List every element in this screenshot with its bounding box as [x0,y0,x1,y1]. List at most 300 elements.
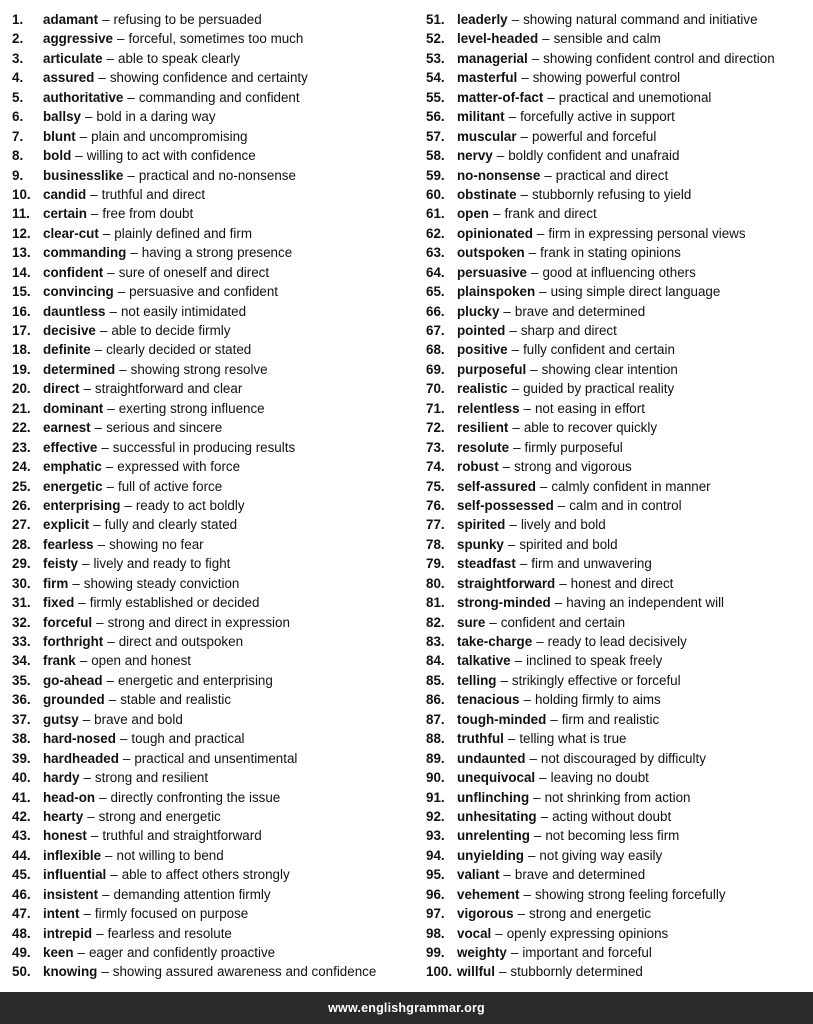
item-word: gutsy [43,711,79,727]
item-number: 19. [12,361,31,377]
item-number: 76. [426,497,445,513]
list-item [426,243,812,262]
list-item [426,768,812,787]
list-item [12,166,412,185]
item-definition: lively and bold [520,517,606,533]
item-number: 30. [12,575,31,591]
item-separator: – [489,614,497,630]
list-item [426,340,812,359]
list-item [12,438,412,457]
item-word: emphatic [43,459,102,475]
item-definition: firmly focused on purpose [94,906,249,922]
item-definition: honest and direct [570,575,674,591]
list-item [426,690,812,709]
item-word: straightforward [457,575,556,591]
item-word: relentless [457,400,520,416]
list-item [12,340,412,359]
list-item [12,632,412,651]
item-number: 79. [426,556,445,572]
item-separator: – [72,575,80,591]
item-number: 43. [12,828,31,844]
list-item [12,282,412,301]
item-word: intrepid [43,925,93,941]
list-item [12,729,412,748]
list-item [426,107,812,126]
item-number: 17. [12,323,31,338]
list-item [426,127,812,146]
item-separator: – [99,789,107,805]
item-separator: – [79,128,88,144]
item-definition: frank and direct [504,206,597,222]
item-word: clear-cut [43,225,99,241]
item-definition: sensible and calm [553,31,661,47]
item-separator: – [102,886,110,902]
item-number: 50. [12,964,31,980]
list-item [12,962,412,981]
item-separator: – [508,109,517,125]
list-item [12,49,412,68]
item-number: 71. [426,400,445,416]
item-word: telling [457,672,497,688]
item-separator: – [531,50,540,66]
item-definition: energetic and enterprising [117,672,273,688]
item-definition: showing clear intention [541,361,678,377]
item-number: 64. [426,264,445,280]
list-item [12,846,412,865]
item-definition: not giving way easily [539,847,663,863]
item-separator: – [83,770,91,786]
footer-url[interactable]: www.englishgrammar.org [328,1001,485,1015]
item-number: 24. [12,459,31,475]
item-separator: – [521,70,529,86]
item-definition: acting without doubt [552,808,672,824]
item-word: commanding [43,245,127,261]
item-number: 83. [426,634,445,649]
list-item [12,68,412,87]
item-separator: – [550,711,558,727]
item-definition: not easing in effort [534,400,645,416]
list-item [12,224,412,243]
item-definition: free from doubt [102,206,194,222]
item-word: resolute [457,439,510,455]
item-definition: straightforward and clear [94,381,243,397]
item-word: keen [43,945,74,960]
item-word: persuasive [457,264,527,280]
item-number: 10. [12,186,31,202]
item-definition: practical and unsentimental [134,750,298,766]
list-item [12,574,412,593]
list-item [426,904,812,923]
list-item [426,146,812,165]
item-word: resilient [457,420,509,436]
item-definition: confident and certain [500,614,626,630]
item-word: weighty [457,945,507,960]
item-word: forceful [43,614,93,630]
item-word: pointed [457,323,506,338]
item-definition: holding firmly to aims [534,692,661,708]
item-separator: – [122,750,131,766]
item-word: valiant [457,867,500,883]
item-definition: strong and resilient [94,770,209,786]
item-number: 12. [12,225,31,241]
item-separator: – [90,206,99,222]
item-definition: refusing to be persuaded [113,12,262,27]
item-number: 63. [426,245,445,261]
item-definition: able to speak clearly [118,50,241,66]
list-item [426,554,812,573]
item-number: 59. [426,167,445,183]
item-separator: – [507,731,516,747]
list-item [426,263,812,282]
list-item [12,379,412,398]
item-definition: fully confident and certain [523,342,675,358]
item-definition: having an independent will [566,595,725,611]
item-number: 51. [426,12,445,27]
item-definition: strong and energetic [529,906,652,922]
item-word: aggressive [43,31,113,47]
item-separator: – [523,886,531,902]
item-word: hearty [43,808,84,824]
item-separator: – [520,128,528,144]
item-number: 26. [12,497,31,513]
item-number: 45. [12,867,31,883]
item-separator: – [109,303,117,319]
item-definition: direct and outspoken [118,634,244,649]
item-number: 32. [12,614,31,630]
item-separator: – [503,303,511,319]
list-item [12,593,412,612]
item-word: adamant [43,12,99,27]
item-definition: fully and clearly stated [104,517,238,533]
item-word: confident [43,264,104,280]
item-word: articulate [43,50,103,66]
item-definition: fearless and resolute [107,925,232,941]
item-separator: – [117,284,126,300]
item-word: spunky [457,536,504,552]
item-number: 75. [426,478,445,494]
list-item [426,185,812,204]
item-word: go-ahead [43,672,103,688]
item-number: 13. [12,245,31,261]
item-word: willful [457,964,495,980]
item-definition: frank in stating opinions [540,245,681,261]
item-word: no-nonsense [457,167,541,183]
item-number: 47. [12,906,31,922]
item-word: candid [43,186,87,202]
footer-bar [0,992,813,1024]
item-number: 4. [12,70,24,86]
item-definition: showing natural command and initiative [523,12,758,27]
item-word: unequivocal [457,770,536,786]
item-definition: serious and sincere [106,420,223,436]
list-item [426,166,812,185]
item-definition: sure of oneself and direct [118,264,270,280]
list-item [12,943,412,962]
item-definition: strong and vigorous [514,459,632,475]
list-item [426,399,812,418]
item-definition: ready to act boldly [135,497,245,513]
item-separator: – [503,867,511,883]
item-number: 35. [12,672,31,688]
item-word: unflinching [457,789,530,805]
item-definition: able to decide firmly [111,323,231,338]
item-word: self-possessed [457,497,554,513]
item-separator: – [101,439,109,455]
item-definition: firm and unwavering [531,556,652,572]
item-word: robust [457,459,499,475]
list-item [12,924,412,943]
item-word: businesslike [43,167,124,183]
item-definition: spirited and bold [519,536,618,552]
list-item [12,243,412,262]
item-number: 66. [426,303,445,319]
item-number: 9. [12,167,24,183]
item-number: 87. [426,711,445,727]
item-separator: – [509,323,517,338]
list-item [426,885,812,904]
item-separator: – [496,148,505,164]
item-word: frank [43,653,76,669]
list-item [12,690,412,709]
list-item [426,962,812,981]
item-word: dauntless [43,303,106,319]
list-item [12,865,412,884]
item-definition: sharp and direct [520,323,617,338]
item-word: dominant [43,400,104,416]
list-item [426,302,812,321]
item-definition: strong and energetic [98,808,221,824]
item-definition: commanding and confident [138,89,300,105]
item-number: 88. [426,731,445,747]
list-item [426,457,812,476]
item-number: 94. [426,847,445,863]
item-number: 99. [426,945,445,960]
list-item [426,224,812,243]
item-number: 97. [426,906,445,922]
list-item [426,613,812,632]
item-number: 48. [12,925,31,941]
item-separator: – [517,906,525,922]
item-word: nervy [457,148,493,164]
item-definition: stubbornly refusing to yield [531,186,692,202]
item-word: vocal [457,925,492,941]
item-word: forthright [43,634,104,649]
item-definition: having a strong presence [141,245,293,261]
item-definition: guided by practical reality [523,381,675,397]
item-number: 52. [426,31,445,47]
item-word: intent [43,906,80,922]
item-number: 16. [12,303,31,319]
list-item [426,943,812,962]
list-item [12,204,412,223]
item-separator: – [105,459,114,475]
item-separator: – [519,556,528,572]
item-number: 57. [426,128,445,144]
list-item [426,632,812,651]
item-separator: – [527,847,536,863]
item-word: matter-of-fact [457,89,544,105]
list-item [12,321,412,340]
item-word: purposeful [457,361,527,377]
item-definition: showing steady conviction [83,575,240,591]
item-number: 40. [12,770,31,786]
item-definition: eager and confidently proactive [88,945,276,960]
item-separator: – [96,614,104,630]
item-number: 96. [426,886,445,902]
item-definition: exerting strong influence [118,400,265,416]
item-separator: – [107,634,115,649]
item-word: influential [43,867,107,883]
list-item [426,729,812,748]
item-definition: practical and unemotional [558,89,712,105]
list-item [426,360,812,379]
item-number: 82. [426,614,445,630]
list-item [12,613,412,632]
item-number: 3. [12,50,24,66]
item-separator: – [544,167,552,183]
item-number: 49. [12,945,31,960]
item-definition: brave and bold [94,711,183,727]
item-number: 15. [12,284,31,300]
item-definition: showing strong feeling forcefully [534,886,726,902]
item-word: inflexible [43,847,102,863]
item-word: hard-nosed [43,731,116,747]
item-number: 42. [12,808,31,824]
list-item [12,185,412,204]
item-definition: firm and realistic [561,711,660,727]
item-definition: practical and no-nonsense [138,167,296,183]
item-separator: – [83,381,91,397]
item-definition: brave and determined [514,867,646,883]
item-separator: – [94,342,103,358]
item-word: tough-minded [457,711,547,727]
item-definition: lively and ready to fight [93,556,231,572]
item-definition: using simple direct language [550,284,721,300]
item-word: militant [457,109,505,125]
item-word: insistent [43,886,99,902]
list-item [12,29,412,48]
item-separator: – [90,186,98,202]
item-separator: – [98,70,106,86]
item-number: 11. [12,206,30,222]
list-item [426,671,812,690]
item-definition: not willing to bend [116,847,224,863]
item-definition: truthful and straightforward [102,828,262,844]
item-number: 6. [12,109,24,125]
list-item [12,710,412,729]
item-word: spirited [457,517,506,533]
item-definition: powerful and forceful [532,128,657,144]
item-word: open [457,206,489,222]
item-separator: – [512,420,520,436]
item-separator: – [520,186,528,202]
item-number: 85. [426,672,445,688]
item-number: 65. [426,284,445,300]
list-item [12,535,412,554]
item-definition: expressed with force [117,459,241,475]
item-definition: showing assured awareness and confidence [112,964,377,980]
item-separator: – [533,828,542,844]
item-word: earnest [43,420,91,436]
item-definition: calmly confident in manner [551,478,711,494]
item-number: 37. [12,711,31,727]
item-definition: ready to lead decisively [547,634,687,649]
item-separator: – [539,770,547,786]
item-word: steadfast [457,556,516,572]
item-separator: – [83,906,91,922]
item-word: obstinate [457,186,517,202]
item-number: 8. [12,148,24,164]
item-separator: – [97,536,106,552]
item-definition: willing to act with confidence [86,148,256,164]
item-definition: showing strong resolve [130,361,268,377]
item-number: 31. [12,595,31,611]
item-word: vigorous [457,906,514,922]
item-separator: – [511,381,520,397]
item-word: truthful [457,731,504,747]
item-definition: demanding attention firmly [113,886,271,902]
item-number: 28. [12,536,31,552]
item-separator: – [102,12,110,27]
item-separator: – [510,945,519,960]
item-separator: – [559,575,567,591]
item-word: outspoken [457,245,525,261]
item-number: 100. [426,964,453,980]
item-number: 84. [426,653,445,669]
item-separator: – [554,595,563,611]
list-item [12,88,412,107]
item-separator: – [78,595,86,611]
item-number: 33. [12,634,31,649]
item-definition: stubbornly determined [510,964,643,980]
item-separator: – [127,89,135,105]
item-separator: – [523,692,531,708]
item-definition: showing powerful control [532,70,681,86]
item-number: 77. [426,517,445,533]
item-word: energetic [43,478,103,494]
list-item [426,807,812,826]
item-word: ballsy [43,109,81,125]
item-number: 25. [12,478,31,494]
item-definition: able to affect others strongly [121,867,290,883]
item-separator: – [498,964,507,980]
item-separator: – [79,653,88,669]
list-item [12,515,412,534]
item-definition: forceful, sometimes too much [128,31,304,47]
item-word: vehement [457,886,520,902]
item-definition: successful in producing results [112,439,296,455]
list-item [426,418,812,437]
item-separator: – [509,517,517,533]
item-separator: – [110,867,118,883]
item-separator: – [106,50,114,66]
item-definition: full of active force [118,478,223,494]
list-item [426,574,812,593]
item-separator: – [96,925,104,941]
item-definition: truthful and direct [101,186,206,202]
list-item [426,924,812,943]
list-item [426,788,812,807]
item-definition: able to recover quickly [523,420,658,436]
item-number: 72. [426,420,445,436]
item-number: 69. [426,361,445,377]
item-word: managerial [457,50,528,66]
item-number: 56. [426,109,445,125]
item-word: tenacious [457,692,520,708]
list-item [426,10,812,29]
item-word: sure [457,614,486,630]
item-definition: stable and realistic [120,692,232,708]
